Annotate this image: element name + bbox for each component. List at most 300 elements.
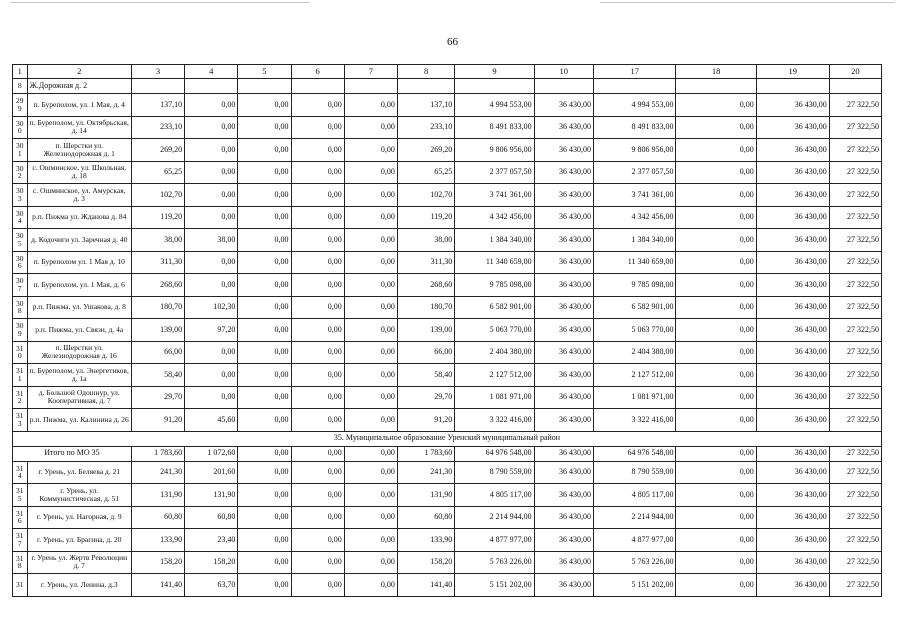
table-cell: 36 430,00 [534,139,593,162]
table-cell: 119,20 [397,206,454,229]
table-cell: 0,00 [291,446,344,461]
table-cell: 2 127 512,00 [455,364,534,387]
scan-edge-line-right [600,2,895,3]
table-cell: 36 430,00 [756,94,829,117]
row-index: 31 3 [13,409,28,432]
table-cell: 133,90 [131,529,184,552]
row-address: р.п. Пижма, ул. Связи, д. 4а [27,319,131,342]
table-cell: 36 430,00 [534,341,593,364]
table-cell: 36 430,00 [534,529,593,552]
table-cell: 3 322 416,00 [594,409,676,432]
table-cell: 27 322,50 [829,251,881,274]
table-cell: 0,00 [676,341,756,364]
table-cell: 65,25 [131,161,184,184]
table-cell: 5 063 770,00 [455,319,534,342]
page-number: 66 [447,36,458,48]
column-header: 9 [455,65,534,79]
table-cell: 137,10 [131,94,184,117]
table-cell: 6 582 901,00 [594,296,676,319]
table-cell: 66,00 [131,341,184,364]
table-cell: 36 430,00 [534,116,593,139]
column-header: 6 [291,65,344,79]
table-cell: 0,00 [238,116,291,139]
table-cell: 36 430,00 [756,506,829,529]
table-cell: 27 322,50 [829,409,881,432]
table-cell: 4 342 456,00 [594,206,676,229]
table-cell: 0,00 [344,161,397,184]
table-cell: 0,00 [291,94,344,117]
column-header: 5 [238,65,291,79]
table-cell: 0,00 [291,506,344,529]
table-cell: 5 151 202,00 [455,574,534,597]
table-cell: 36 430,00 [534,206,593,229]
table-cell: 0,00 [291,574,344,597]
table-cell: 0,00 [185,274,238,297]
row-index: 30 0 [13,116,28,139]
table-cell: 36 430,00 [756,206,829,229]
table-cell: 0,00 [238,274,291,297]
table-cell: 0,00 [344,94,397,117]
table-cell: 2 127 512,00 [594,364,676,387]
table-cell: 139,00 [397,319,454,342]
table-cell: 0,00 [185,184,238,207]
table-cell: 3 322 416,00 [455,409,534,432]
table-cell: 27 322,50 [829,529,881,552]
row-index: 31 1 [13,364,28,387]
row-address: п. Шерстки ул. Железнодорожная д. 1 [27,139,131,162]
table-cell: 27 322,50 [829,574,881,597]
table-cell: 36 430,00 [756,529,829,552]
table-cell: 131,90 [397,484,454,507]
table-cell: 131,90 [185,484,238,507]
table-cell: 0,00 [676,274,756,297]
table-cell: 0,00 [291,341,344,364]
table-cell: 36 430,00 [534,94,593,117]
table-cell: 0,00 [291,229,344,252]
table-cell: 158,20 [131,551,184,574]
table-cell: 9 806 956,00 [594,139,676,162]
table-cell: 0,00 [291,184,344,207]
table-cell: 0,00 [676,139,756,162]
table-cell: 36 430,00 [534,229,593,252]
table-cell: 27 322,50 [829,446,881,461]
row-address: п. Буреполом, ул. 1 Мая, д. 4 [27,94,131,117]
table-cell: 0,00 [238,251,291,274]
table-cell: 36 430,00 [756,251,829,274]
table-cell: 0,00 [185,341,238,364]
table-row [13,206,882,229]
table-cell: 2 404 380,00 [455,341,534,364]
table-cell: 2 214 944,00 [594,506,676,529]
table-cell: 29,70 [131,386,184,409]
table-cell: 27 322,50 [829,386,881,409]
table-cell [829,79,881,94]
table-cell: 0,00 [344,409,397,432]
table-cell: 38,00 [131,229,184,252]
table-cell: 36 430,00 [534,364,593,387]
table-cell [594,79,676,94]
row-address: д. Кодочиги ул. Заречная д. 40 [27,229,131,252]
table-row [13,116,882,139]
table-cell: 0,00 [676,551,756,574]
table-cell: 9 785 098,00 [594,274,676,297]
table-row [13,506,882,529]
table-cell: 0,00 [344,529,397,552]
table-cell: 0,00 [344,251,397,274]
table-cell: 0,00 [291,251,344,274]
table-cell: 27 322,50 [829,206,881,229]
table-cell: 102,30 [185,296,238,319]
table-cell: 0,00 [344,319,397,342]
table-cell [131,79,184,94]
table-cell: 29,70 [397,386,454,409]
table-cell: 60,80 [185,506,238,529]
table-cell: 0,00 [238,319,291,342]
table-cell: 269,20 [397,139,454,162]
table-cell: 0,00 [291,529,344,552]
table-row [13,386,882,409]
table-row [13,409,882,432]
table-cell: 36 430,00 [534,574,593,597]
table-cell: 36 430,00 [756,574,829,597]
row-address: п. Буреполом, ул. 1 Мая, д. 6 [27,274,131,297]
table-cell: 0,00 [676,461,756,484]
column-header: 19 [756,65,829,79]
table-cell: 36 430,00 [534,296,593,319]
table-cell: 60,80 [397,506,454,529]
table-cell: 36 430,00 [756,551,829,574]
table-cell: 2 404 380,00 [594,341,676,364]
table-cell: 36 430,00 [756,184,829,207]
table-row [13,319,882,342]
table-cell: 27 322,50 [829,296,881,319]
row-index: 30 1 [13,139,28,162]
table-cell: 180,70 [131,296,184,319]
table-cell: 0,00 [344,506,397,529]
table-row [13,364,882,387]
column-header: 3 [131,65,184,79]
table-cell: 0,00 [185,139,238,162]
table-cell: 0,00 [344,274,397,297]
table-row [13,551,882,574]
table-cell: 0,00 [238,161,291,184]
table-cell: 0,00 [676,116,756,139]
table-cell: 0,00 [676,184,756,207]
row-address: р.п. Пижма, ул. Ушакова, д. 8 [27,296,131,319]
row-address: д. Большой Одошнур, ул. Кооперативная, д. 7 [27,386,131,409]
row-address: п. Буреполом, ул. Октябрьская, д. 14 [27,116,131,139]
table-cell: 1 384 340,00 [455,229,534,252]
table-cell: 0,00 [676,319,756,342]
table-cell: 36 430,00 [756,229,829,252]
table-cell: 4 877 977,00 [594,529,676,552]
table-cell [534,79,593,94]
table-cell: 36 430,00 [756,409,829,432]
table-cell: 38,00 [397,229,454,252]
table-cell: 0,00 [291,386,344,409]
table-cell: 0,00 [291,461,344,484]
row-address: п. Буреполом, ул. Энергетиков, д. 1а [27,364,131,387]
table-cell: 139,00 [131,319,184,342]
row-address: г. Урень, ул. Нагорная, д. 9 [27,506,131,529]
table-cell: 4 805 117,00 [455,484,534,507]
table-cell [397,79,454,94]
table-cell: 36 430,00 [756,461,829,484]
table-cell: 36 430,00 [756,161,829,184]
table-cell: 36 430,00 [756,116,829,139]
table-row [13,229,882,252]
table-cell: 27 322,50 [829,184,881,207]
table-cell: 36 430,00 [756,139,829,162]
table-cell: 4 877 977,00 [455,529,534,552]
row-index: 30 9 [13,319,28,342]
header-row [13,65,882,79]
table-cell: 233,10 [397,116,454,139]
row-address: п. Буреполом ул. 1 Мая д. 10 [27,251,131,274]
table-cell: 0,00 [185,386,238,409]
table-cell: 0,00 [291,364,344,387]
table-cell: 8 491 833,00 [594,116,676,139]
table-cell: 91,20 [131,409,184,432]
table-cell: 102,70 [397,184,454,207]
table-cell: 0,00 [291,116,344,139]
table-cell: 3 741 361,00 [594,184,676,207]
table-cell: 102,70 [131,184,184,207]
table-cell: 5 151 202,00 [594,574,676,597]
table-cell: 233,10 [131,116,184,139]
table-cell: 1 081 971,00 [455,386,534,409]
table-cell: 241,30 [397,461,454,484]
table-cell: 0,00 [344,206,397,229]
table-cell: 0,00 [238,364,291,387]
table-cell: 36 430,00 [756,274,829,297]
table-cell: 0,00 [238,461,291,484]
table-cell: 1 384 340,00 [594,229,676,252]
table-cell: 66,00 [397,341,454,364]
table-cell: 0,00 [291,551,344,574]
column-header: 2 [27,65,131,79]
table-cell [238,79,291,94]
table-cell: 97,20 [185,319,238,342]
table-cell: 0,00 [185,364,238,387]
table-cell: 0,00 [676,161,756,184]
row-address: Ж.Дорожная д. 2 [27,79,131,94]
table-cell: 27 322,50 [829,161,881,184]
table-cell: 0,00 [291,296,344,319]
row-index: 31 5 [13,484,28,507]
table-cell: 3 741 361,00 [455,184,534,207]
table-cell: 0,00 [676,364,756,387]
total-row [13,446,882,461]
table-cell: 0,00 [344,341,397,364]
table-cell: 0,00 [291,206,344,229]
table-cell: 0,00 [344,184,397,207]
table-cell: 0,00 [344,229,397,252]
table-cell: 0,00 [238,386,291,409]
table-cell: 0,00 [238,446,291,461]
table-row [13,529,882,552]
row-index: 31 0 [13,341,28,364]
table-cell: 64 976 548,00 [594,446,676,461]
table-cell: 8 790 559,00 [455,461,534,484]
section-row [13,431,882,446]
table-cell [291,79,344,94]
table-cell: 0,00 [676,446,756,461]
total-label: Итого по МО 35 [13,446,132,461]
column-header: 18 [676,65,756,79]
table-cell: 0,00 [291,161,344,184]
table-cell: 311,30 [131,251,184,274]
table-cell: 0,00 [676,251,756,274]
table-cell: 0,00 [238,229,291,252]
table-cell: 36 430,00 [534,484,593,507]
table-cell: 8 790 559,00 [594,461,676,484]
table-cell: 180,70 [397,296,454,319]
table-cell: 133,90 [397,529,454,552]
table-cell: 0,00 [291,139,344,162]
row-address: п. Шерстки ул. Железнодорожная д. 16 [27,341,131,364]
table-cell: 0,00 [676,484,756,507]
table-cell: 27 322,50 [829,229,881,252]
table-cell: 27 322,50 [829,341,881,364]
table-cell: 36 430,00 [534,274,593,297]
row-index: 30 8 [13,296,28,319]
table-row [13,184,882,207]
table-cell: 38,00 [185,229,238,252]
table-cell: 141,40 [397,574,454,597]
table-cell: 63,70 [185,574,238,597]
table-cell: 36 430,00 [534,551,593,574]
table-cell: 27 322,50 [829,461,881,484]
row-index: 31 [13,574,28,597]
table-cell [185,79,238,94]
column-header: 20 [829,65,881,79]
table-cell: 0,00 [676,386,756,409]
row-index: 31 4 [13,461,28,484]
table-cell: 36 430,00 [756,446,829,461]
scan-edge-line-left [10,2,310,3]
table-cell: 0,00 [676,529,756,552]
row-address: г. Урень, ул. Брагина, д. 20 [27,529,131,552]
table-cell: 0,00 [238,484,291,507]
section-title: 35. Муниципальное образование Уренский муниципальный район [13,431,882,446]
table-cell: 5 763 226,00 [455,551,534,574]
table-cell: 45,60 [185,409,238,432]
table-row [13,94,882,117]
table-cell: 64 976 548,00 [455,446,534,461]
table-cell: 23,40 [185,529,238,552]
table-cell: 27 322,50 [829,94,881,117]
table-cell: 0,00 [676,206,756,229]
table-row [13,139,882,162]
row-index: 30 7 [13,274,28,297]
table-cell: 27 322,50 [829,506,881,529]
table-cell: 5 063 770,00 [594,319,676,342]
table-cell: 0,00 [676,409,756,432]
column-header: 4 [185,65,238,79]
column-header: 1 [13,65,28,79]
table-cell: 58,40 [131,364,184,387]
table-cell: 201,60 [185,461,238,484]
table-cell: 0,00 [344,364,397,387]
table-cell [756,79,829,94]
table-row [13,484,882,507]
table-cell: 0,00 [238,139,291,162]
table-cell: 269,20 [131,139,184,162]
table-cell: 241,30 [131,461,184,484]
table-cell: 11 340 659,00 [455,251,534,274]
column-header: 17 [594,65,676,79]
table-cell: 36 430,00 [534,446,593,461]
table-row [13,296,882,319]
table-cell: 36 430,00 [756,341,829,364]
table-cell: 0,00 [676,229,756,252]
table-cell: 36 430,00 [534,184,593,207]
row-index: 8 [13,79,28,94]
table-cell: 1 783,60 [131,446,184,461]
table-cell: 0,00 [676,296,756,319]
row-address: р.п. Пижма, ул. Калинина д. 26 [27,409,131,432]
row-address: г. Урень ул. Жертв Революции д. 7 [27,551,131,574]
table-cell: 4 994 553,00 [455,94,534,117]
table-row [13,574,882,597]
table-cell: 36 430,00 [756,296,829,319]
column-header: 8 [397,65,454,79]
table-row [13,341,882,364]
row-address: г. Урень, ул. Коммунистическая, д. 51 [27,484,131,507]
table-cell: 0,00 [238,206,291,229]
row-index: 31 7 [13,529,28,552]
table-cell: 141,40 [131,574,184,597]
table-cell: 11 340 659,00 [594,251,676,274]
table-cell [676,79,756,94]
table-cell: 0,00 [344,116,397,139]
table-cell: 0,00 [344,296,397,319]
table-cell: 27 322,50 [829,319,881,342]
table-cell: 158,20 [397,551,454,574]
table-cell: 0,00 [291,484,344,507]
table-cell: 9 806 956,00 [455,139,534,162]
table-cell: 27 322,50 [829,139,881,162]
table-cell: 36 430,00 [756,364,829,387]
table-cell: 6 582 901,00 [455,296,534,319]
table-cell: 0,00 [676,94,756,117]
row-index: 31 8 [13,551,28,574]
row-index: 30 5 [13,229,28,252]
table-cell: 27 322,50 [829,484,881,507]
table-cell: 0,00 [344,461,397,484]
row-index: 30 6 [13,251,28,274]
table-cell: 65,25 [397,161,454,184]
table-cell: 36 430,00 [534,461,593,484]
table-cell: 119,20 [131,206,184,229]
table-cell: 268,60 [397,274,454,297]
row-index: 31 2 [13,386,28,409]
table-cell: 1 081 971,00 [594,386,676,409]
table-cell: 0,00 [238,296,291,319]
column-header: 10 [534,65,593,79]
table-cell: 36 430,00 [534,409,593,432]
table-cell: 0,00 [238,341,291,364]
table-cell: 36 430,00 [534,386,593,409]
row-address: с. Ошминское, ул. Амурская, д. 3 [27,184,131,207]
table-row [13,79,882,94]
table-cell: 0,00 [185,94,238,117]
table-row [13,251,882,274]
table-cell: 0,00 [238,94,291,117]
row-address: р.п. Пижма ул. Жданова д. 84 [27,206,131,229]
table-cell: 0,00 [291,319,344,342]
